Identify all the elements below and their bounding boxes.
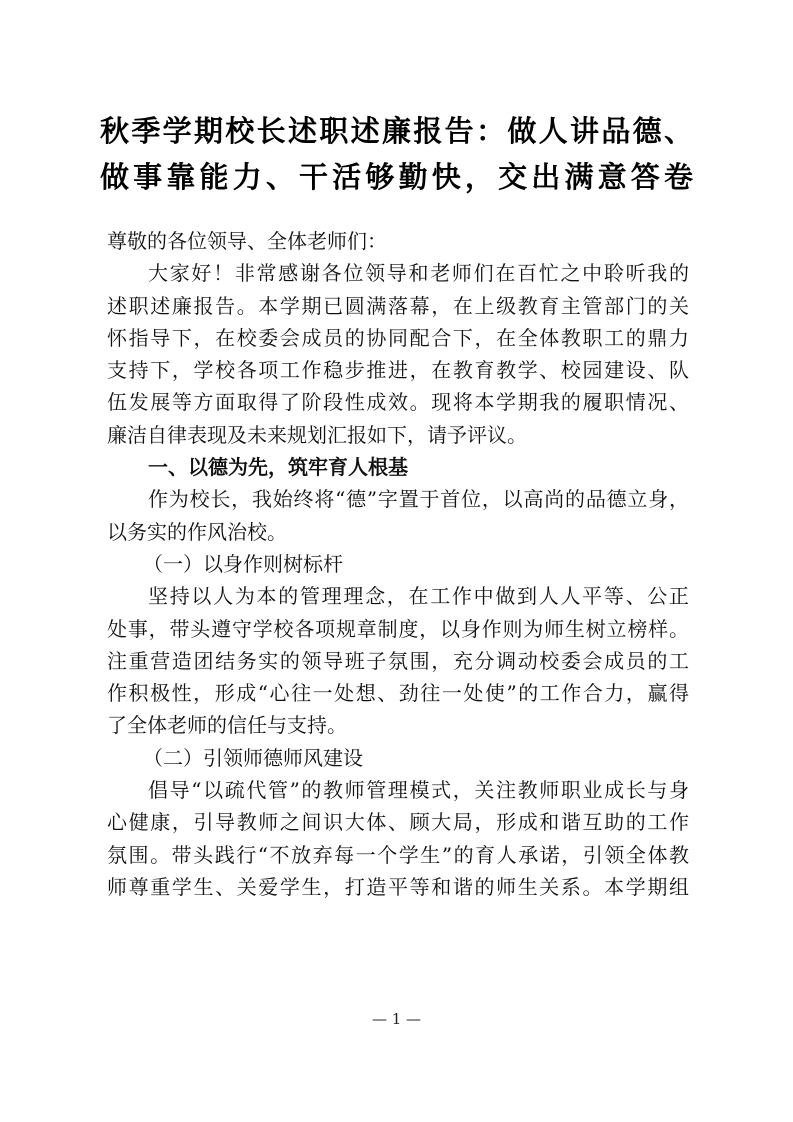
subsection-heading: （一）以身作则树标杆 — [143, 551, 343, 576]
subsection-heading: （二）引领师德师风建设 — [143, 745, 363, 770]
body-text-line: 师尊重学生、关爱学生，打造平等和谐的师生关系。本学期组 — [107, 874, 689, 899]
body-text-line: 以务实的作风治校。 — [107, 519, 287, 544]
body-text-line: 作积极性，形成“心往一处想、劲往一处使”的工作合力，赢得 — [107, 681, 689, 706]
salutation: 尊敬的各位领导、全体老师们： — [107, 229, 387, 253]
body-text-line: 注重营造团结务实的领导班子氛围，充分调动校委会成员的工 — [107, 648, 689, 673]
title-line-2: 做事靠能力、干活够勤快，交出满意答卷 — [100, 160, 693, 194]
page-number: — 1 — — [371, 1010, 422, 1028]
body-text-line: 坚持以人为本的管理理念，在工作中做到人人平等、公正 — [148, 584, 689, 609]
body-text-line: 倡导“以疏代管”的教师管理模式，关注教师职业成长与身 — [148, 778, 689, 803]
document-body — [107, 225, 689, 903]
body-text-line: 氛围。带头践行“不放弃每一个学生”的育人承诺，引领全体教 — [107, 842, 689, 867]
body-text-line: 作为校长，我始终将“德”字置于首位，以高尚的品德立身， — [148, 487, 689, 512]
body-text-line: 大家好！非常感谢各位领导和老师们在百忙之中聆听我的 — [148, 261, 689, 286]
body-text-line: 处事，带头遵守学校各项规章制度，以身作则为师生树立榜样。 — [107, 616, 689, 641]
document-title — [100, 108, 693, 200]
body-lines — [107, 257, 689, 903]
body-text-line: 了全体老师的信任与支持。 — [107, 713, 347, 738]
body-text-line: 支持下，学校各项工作稳步推进，在教育教学、校园建设、队 — [107, 358, 689, 383]
section-heading: 一、以德为先，筑牢育人根基 — [148, 455, 408, 480]
body-text-line: 廉洁自律表现及未来规划汇报如下，请予评议。 — [107, 422, 527, 447]
title-line-1: 秋季学期校长述职述廉报告：做人讲品德、 — [100, 114, 693, 148]
body-text-line: 述职述廉报告。本学期已圆满落幕，在上级教育主管部门的关 — [107, 293, 689, 318]
body-text-line: 怀指导下，在校委会成员的协同配合下，在全体教职工的鼎力 — [107, 325, 689, 350]
body-text-line: 伍发展等方面取得了阶段性成效。现将本学期我的履职情况、 — [107, 390, 689, 415]
body-text-line: 心健康，引导教师之间识大体、顾大局，形成和谐互助的工作 — [107, 810, 689, 835]
